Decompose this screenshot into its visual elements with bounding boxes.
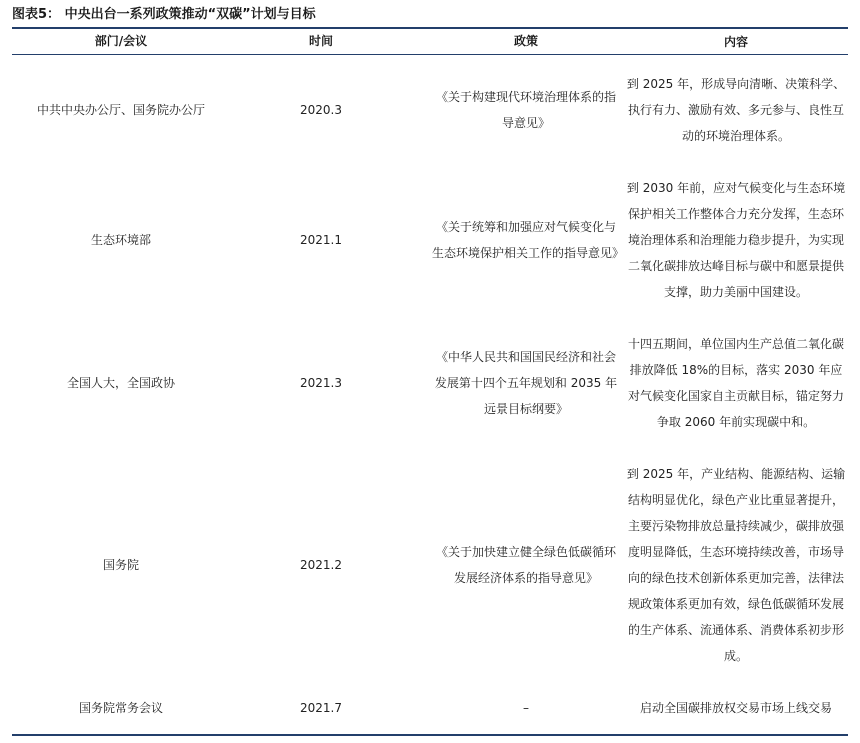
column-header-policy: 政策 — [513, 34, 538, 48]
cell-content: 启动全国碳排放权交易市场上线交易 — [639, 701, 832, 715]
cell-content: 十四五期间，单位国内生产总值二氧化碳排放降低 18%的目标，落实 2030 年应对气候变化国家自主贡献目标，锚定努力争取 2060 年前实现碳中和。 — [627, 337, 844, 429]
column-header-content: 内容 — [723, 35, 748, 49]
table-row — [12, 162, 848, 318]
cell-content: 到 2030 年前，应对气候变化与生态环境保护相关工作整体合力充分发挥，生态环境治理体系和治理能力稳步提升，为实现二氧化碳排放达峰目标与碳中和愿景提供支撑，助力美丽中国建设。 — [626, 181, 846, 299]
table-row — [12, 318, 848, 448]
cell-dept: 生态环境部 — [90, 233, 151, 247]
cell-policy: 《中华人民共和国国民经济和社会发展第十四个五年规划和 2035 年远景目标纲要》 — [434, 350, 618, 416]
table-bottom-rule — [12, 734, 848, 736]
table-header-row — [12, 29, 848, 54]
figure-title: 图表5： 中央出台一系列政策推动“双碳”计划与目标 — [12, 7, 316, 22]
cell-time: 2020.3 — [300, 103, 342, 117]
column-header-time: 时间 — [308, 34, 333, 48]
cell-policy: 《关于加快建立健全绿色低碳循环发展经济体系的指导意见》 — [435, 545, 616, 585]
cell-dept: 中共中央办公厅、国务院办公厅 — [36, 103, 205, 117]
cell-time: 2021.2 — [300, 558, 342, 572]
cell-dept: 全国人大，全国政协 — [66, 376, 175, 390]
table-header-rule — [12, 54, 848, 55]
cell-content: 到 2025 年，产业结构、能源结构、运输结构明显优化，绿色产业比重显著提升，主要污染物排放总量持续减少，碳排放强度明显降低，生态环境持续改善，市场导向的绿色技术创新体系更加完善，法律法规政策体系更加有效，绿色低碳循环发展的生产体系、流通体系、消费体系初步形成。 — [626, 467, 846, 663]
column-header-dept: 部门/会议 — [94, 34, 148, 48]
table-row — [12, 448, 848, 682]
cell-policy: 《关于统筹和加强应对气候变化与生态环境保护相关工作的指导意见》 — [432, 220, 625, 260]
cell-dept: 国务院 — [102, 558, 139, 572]
table-row — [12, 58, 848, 162]
cell-dept: 国务院常务会议 — [78, 701, 163, 715]
cell-time: 2021.7 — [300, 701, 342, 715]
cell-policy: 《关于构建现代环境治理体系的指导意见》 — [435, 90, 616, 130]
cell-policy: – — [523, 701, 529, 715]
cell-content: 到 2025 年，形成导向清晰、决策科学、执行有力、激励有效、多元参与、良性互动的环境治理体系。 — [626, 77, 846, 143]
cell-time: 2021.1 — [300, 233, 342, 247]
table-row — [12, 682, 848, 734]
cell-time: 2021.3 — [300, 376, 342, 390]
